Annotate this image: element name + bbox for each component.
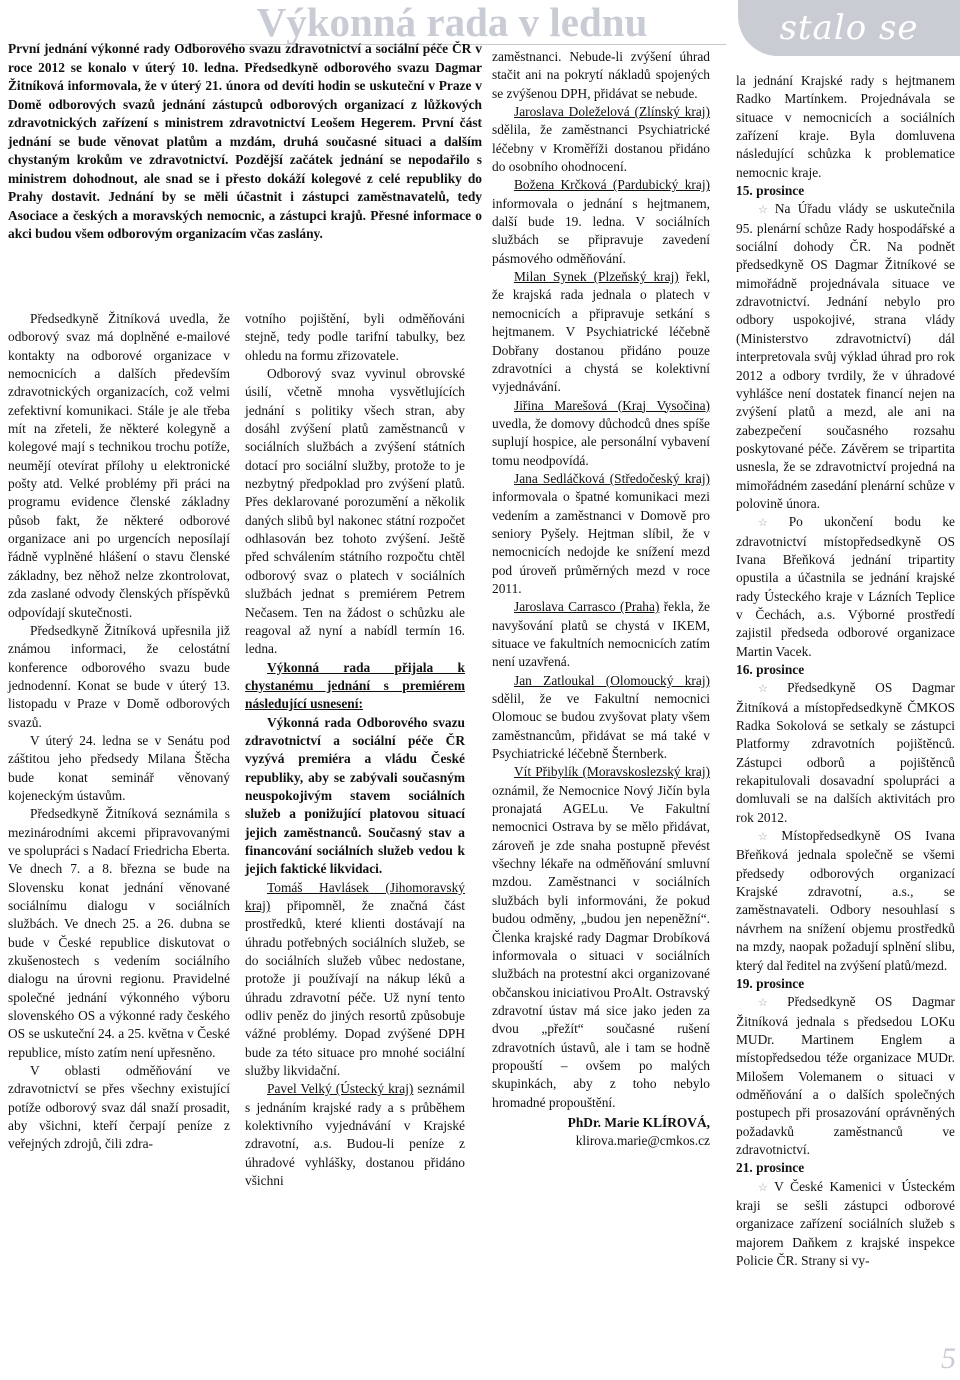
paragraph: Tomáš Havlásek (Jihomoravský kraj) připomněl, že značná část prostředků, které klienti dostávají na úhradu potřebných sociálních služeb, se do sociálních služeb vůbec nedostane, protože ji používají na nákup léků a úhradu zdravotní péče. Už nyní tento odliv peněz do jiných resortů způsobuje vážné problémy. Dopad zvýšené DPH bude za této situace pro mnohé sociální služby likvidační. xyxy=(245,879,465,1079)
speaker-name: Jaroslava Doleželová (Zlínský kraj) xyxy=(514,104,710,120)
column-2 xyxy=(245,310,465,1191)
sidebar-date: 16. prosince xyxy=(736,662,805,677)
paragraph: Jaroslava Doleželová (Zlínský kraj) sdělila, že zaměstnanci Psychiatrické léčebny v Kroměříži dostanou přidáno do osobního ohodnocení. xyxy=(492,104,710,175)
author-signature: PhDr. Marie KLÍROVÁ, xyxy=(567,1114,710,1130)
column-1 xyxy=(8,310,230,1154)
speaker-name: Pavel Velký (Ústecký kraj) xyxy=(267,1081,414,1097)
paragraph: Jiřina Marešová (Kraj Vysočina) uvedla, že domovy důchodců dnes spíše suplují hospice, ale personální vybavení tomu neodpovídá. xyxy=(492,397,710,468)
article-title: Výkonná rada v lednu xyxy=(178,0,726,45)
paragraph: Předsedkyně Žitníková uvedla, že odborový svaz má doplněné e-mailové kontakty na odborové organizace v nemocnicích a dalších především zdravotnických organizacích, což velmi zefektivní komunikaci. Stále je ale třeba mít na zřeteli, že některé kolegyně a kolegové mají s technikou trochu potíže, neumějí otevírat přílohy u elektronické pošty atd. Velké problémy při práci na programu evidence členské základny působ fakt, že některé odborové organizace ani po urgencích neposílají řádně vyplněné hlášení o stavu členské základny, bez něhož nelze zkontrolovat, zda zaslané odvody členských příspěvků odpovídají skutečnosti. xyxy=(8,311,230,620)
paragraph: Odborový svaz vyvinul obrovské úsilí, včetně mnoha vysvětlujících jednání s politiky všech stran, aby dosáhl zvýšení platů zaměstnanců v sociálních službách a zvýšení státních dotací pro sociální služby, protože to je nezbytný předpoklad pro zvýšení platů. Přes deklarované porozumění a několik daných slibů byl nakonec státní rozpočet odhlasován bez tohoto zvýšení. Ještě před schválením státního rozpočtu chtěl odborový svaz o platech v sociálních službách jednat s premiérem Petrem Nečasem. Ten na žádost o schůzku ale reagoval až nyní a nabídl termín 16. ledna. xyxy=(245,366,465,657)
paragraph: Jan Zatloukal (Olomoucký kraj) sdělil, že ve Fakultní nemocnici Olomouc se budou zvyšovat platy všem zaměstnancům, přidávat se má také v Psychiatrické léčebně Šternberk. xyxy=(492,672,710,762)
sidebar-date: 21. prosince xyxy=(736,1160,805,1176)
paragraph: Jana Sedláčková (Středočeský kraj) informovala o špatné komunikaci mezi vedením a zaměstnanci v Domově pro seniory Pyšely. Hejtman slíbil, že v nemocnicích nedojde ke snížení mezd pod úroveň průměrných mezd v roce 2011. xyxy=(492,470,710,596)
paragraph: V oblasti odměňování ve zdravotnictví se přes všechny existující potíže odborový svaz dál snaží prosadit, aby všichni, kteří čerpají peníze z veřejných zdrojů, čili zdra- xyxy=(8,1063,230,1152)
page-number: 5 xyxy=(941,1342,956,1375)
lead-paragraph: První jednání výkonné rady Odborového svazu zdravotnictví a sociální péče ČR v roce 2012 se konalo v úterý 10. ledna. Předsedkyně odborového svazu Dagmar Žitníková informovala, že v úterý 21. února od devíti hodin se uskuteční v Praze v Domě odborových svazů jednání zástupců odborových organizací z lůžkových zdravotnických zařízení s ministrem zdravotnictví Leošem Hegerem. První část jednání se bude věnovat platům a mzdám, druhá současné situaci a dalším chystaným krokům ve zdravotnictví. Pozdější začátek jednání se nepodařilo s ministrem dohodnout, ale snad se i přesto dokáží kolegové z celé republiky do Prahy dostavit. Jednání by se měli účastnit i zástupci zaměstnavatelů, tedy Asociace a českých a moravských nemocnic, a zástupci krajů. Přesné informace o akci budou všem odborovým organizacím včas zaslány. xyxy=(8,41,482,241)
paragraph: Jaroslava Carrasco (Praha) řekla, že navyšování platů se chystá v IKEM, situace ve fakultních nemocnicích zatím není uzavřená. xyxy=(492,599,710,670)
speaker-name: Božena Krčková (Pardubický kraj) xyxy=(514,177,710,193)
sidebar-title: stalo se xyxy=(738,0,960,56)
author-email: klirova.marie@cmkos.cz xyxy=(575,1133,710,1149)
star-icon: ☆ xyxy=(758,517,786,530)
star-icon: ☆ xyxy=(758,831,779,844)
star-icon: ☆ xyxy=(758,997,785,1010)
speaker-name: Vít Přibylík (Moravskoslezský kraj) xyxy=(514,764,710,780)
resolution-heading: Výkonná rada přijala k chystanému jednání s premiérem následující usnesení: xyxy=(245,659,465,712)
paragraph: Předsedkyně Žitníková seznámila s mezinárodními akcemi připravovanými ve spolupráci s Nadací Friedricha Eberta. Ve dnech 7. a 8. března se bude na Slovensku konat jednání věnované sociálnímu dialogu v sociálních službách. Ve dnech 25. a 26. dubna se bude v České republice diskutovat o zkušenostech s vedením sociálního dialogu na úrovni regionu. Pravidelné společné jednání výkonného výboru slovenského OS a výkonné rady českého OS se uskuteční 24. a 25. května v České republice, místo zatím není upřesněno. xyxy=(8,806,230,1060)
speaker-name: Tomáš Havlásek (Jihomoravský kraj) xyxy=(245,879,465,913)
column-3 xyxy=(492,48,710,1151)
paragraph: Předsedkyně Žitníková upřesnila již známou informaci, že celostátní konference odborového svazu bude jednodenní. Konat se bude v úterý 13. listopadu v Praze v Domě odborových svazů. xyxy=(8,622,230,730)
speaker-name: Jiřina Marešová (Kraj Vysočina) xyxy=(514,397,710,413)
paragraph: Vít Přibylík (Moravskoslezský kraj) oznámil, že Nemocnice Nový Jičín byla pronajatá AGELu. Ve Fakultní nemocnici Ostrava by se mělo přidávat, zároveň je zde snaha postupně převést všechny lékaře na odměňování smluvní mzdou. Zaměstnanci v sociálních službách byli informováni, že pokud budou odměny, „budou jen nepeněžní“. Členka krajské rady Dagmar Drobíková informovala o situaci v sociálních službách na protestní akci organizované občanskou iniciativou ProAlt. Ostravský zdravotní ústav má sice jako jeden za dvou „přežít“ současné rušení zdravotních ústavů, ale i tam se hodně propouští – ovšem po malých skupinkách, aby z toho nebylo hromadné propouštění. xyxy=(492,764,710,1110)
paragraph: Pavel Velký (Ústecký kraj) seznámil s jednáním krajské rady a s průběhem kolektivního vyjednávání v Krajské zdravotní, a.s. Budou-li peníze z úhradové vyhlášky, dostanou přidáno všichni xyxy=(245,1081,465,1189)
sidebar-date: 15. prosince xyxy=(736,183,805,199)
speaker-name: Jan Zatloukal (Olomoucký kraj) xyxy=(514,672,710,688)
star-icon: ☆ xyxy=(758,683,785,696)
sidebar-paragraph: la jednání Krajské rady s hejtmanem Radko Martínkem. Projednávala se situace v nemocnicích a sociálních zařízení kraje. Byla domluvena následující schůzka k problematice nemocnic kraje. xyxy=(736,73,955,180)
sidebar-item: ☆ V České Kamenici v Ústeckém kraji se sešli zástupci odborové organizace zařízení sociálních služeb s majorem Daňkem z krajské inspekce Policie ČR. Strany si vy- xyxy=(736,1178,955,1268)
speaker-name: Jaroslava Carrasco (Praha) xyxy=(514,599,660,615)
paragraph: Milan Synek (Plzeňský kraj) řekl, že krajská rada jednala o platech v nemocnicích a připravuje setkání s hejtmanem. V Psychiatrické léčebně Dobřany dostanou přidáno pouze zdravotníci a chystá se kolektivní vyjednávání. xyxy=(492,269,711,395)
star-icon: ☆ xyxy=(758,204,772,217)
speaker-name: Milan Synek (Plzeňský kraj) xyxy=(514,269,679,285)
sidebar-item: ☆ Na Úřadu vlády se uskutečnila 95. plenární schůze Rady hospodářské a sociální dohody ČR. Na podnět předsedkyně OS Dagmar Žitníkové se mimořádně projednávala situace ve zdravotnictví. Jednání nebylo pro odbory uspokojivé, strana vlády (Ministerstvo zdravotnictví) dál interpretovala svůj výklad úhrad pro rok 2012 a odbory tvrdily, že v úhradové vyhlášce není dostatek financí nejen na zvýšení platů a mezd, ale ani na zabezpečení současného rozsahu poskytované péče. Závěrem se tripartita usnesla, že se zdravotnictví projedná na mimořádném zasedání plenární schůze v polovině února. xyxy=(736,201,955,511)
sidebar-date: 19. prosince xyxy=(736,975,805,991)
sidebar-item: ☆ Předsedkyně OS Dagmar Žitníková a místopředsedkyně ČMKOS Radka Sokolová se setkaly se zástupci Platformy zdravotních pojištěnců. Zástupci odborů a pojištěnců rekapitulovali dosavadní spolupráci a domluvali se na dalších aktivitách pro rok 2012. xyxy=(736,680,955,825)
paragraph: Božena Krčková (Pardubický kraj) informovala o jednání s hejtmanem, další bude 19. ledna. V sociálních službách se připravuje zavedení pásmového odměňování. xyxy=(492,177,710,266)
paragraph: votního pojištění, byli odměňováni stejně, tedy podle tarifní tabulky, bez ohledu na formu zřizovatele. xyxy=(245,311,465,363)
sidebar-column xyxy=(736,72,955,1270)
paragraph: zaměstnanci. Nebude-li zvýšení úhrad stačit ani na pokrytí nákladů spojených se zvýšenou DPH, přidávat se nebude. xyxy=(492,49,710,101)
sidebar-item: ☆ Místopředsedkyně OS Ivana Břeňková jednala společně se všemi předsedy odborových organizací Krajské zdravotní, a.s., se zaměstnavateli. Odbory nesouhlasí s návrhem na snížení objemu prostředků na mzdy, naopak požadují splnění slibu, který dal ředitel na zvýšení platů/mezd. xyxy=(736,828,955,973)
sidebar-item: ☆ Po ukončení bodu ke zdravotnictví místopředsedkyně OS Ivana Břeňková jednání tripartity opustila a účastnila se jednání krajské rady Ústeckého kraje v Lázních Teplice v Čechách, a.s. Výborné prostředí zajistil předseda odborové organizace Martin Vacek. xyxy=(736,514,955,659)
speaker-name: Jana Sedláčková (Středočeský kraj) xyxy=(514,470,710,486)
star-icon: ☆ xyxy=(758,1181,772,1194)
paragraph: V úterý 24. ledna se v Senátu pod záštitou jeho předsedy Milana Štěcha bude konat seminář věnovaný kojeneckým ústavům. xyxy=(8,732,230,803)
resolution-text: Výkonná rada Odborového svazu zdravotnictví a sociální péče ČR vyzývá premiéra a vládu České republiky, aby se zabývali současným neuspokojivým stavem sociálních služeb a ponižující platovou situací jejich zaměstnanců. Současný stav a financování sociálních služeb vedou k jejich faktické likvidaci. xyxy=(245,714,465,877)
sidebar-item: ☆ Předsedkyně OS Dagmar Žitníková jednala s předsedou LOKu MUDr. Martinem Englem a místopředsedou téže organizace MUDr. Milošem Volemanem o situaci v odměňování a o dalších společných postupech při prosazování oprávněných požadavků zaměstnanců ve zdravotnictví. xyxy=(736,994,955,1157)
